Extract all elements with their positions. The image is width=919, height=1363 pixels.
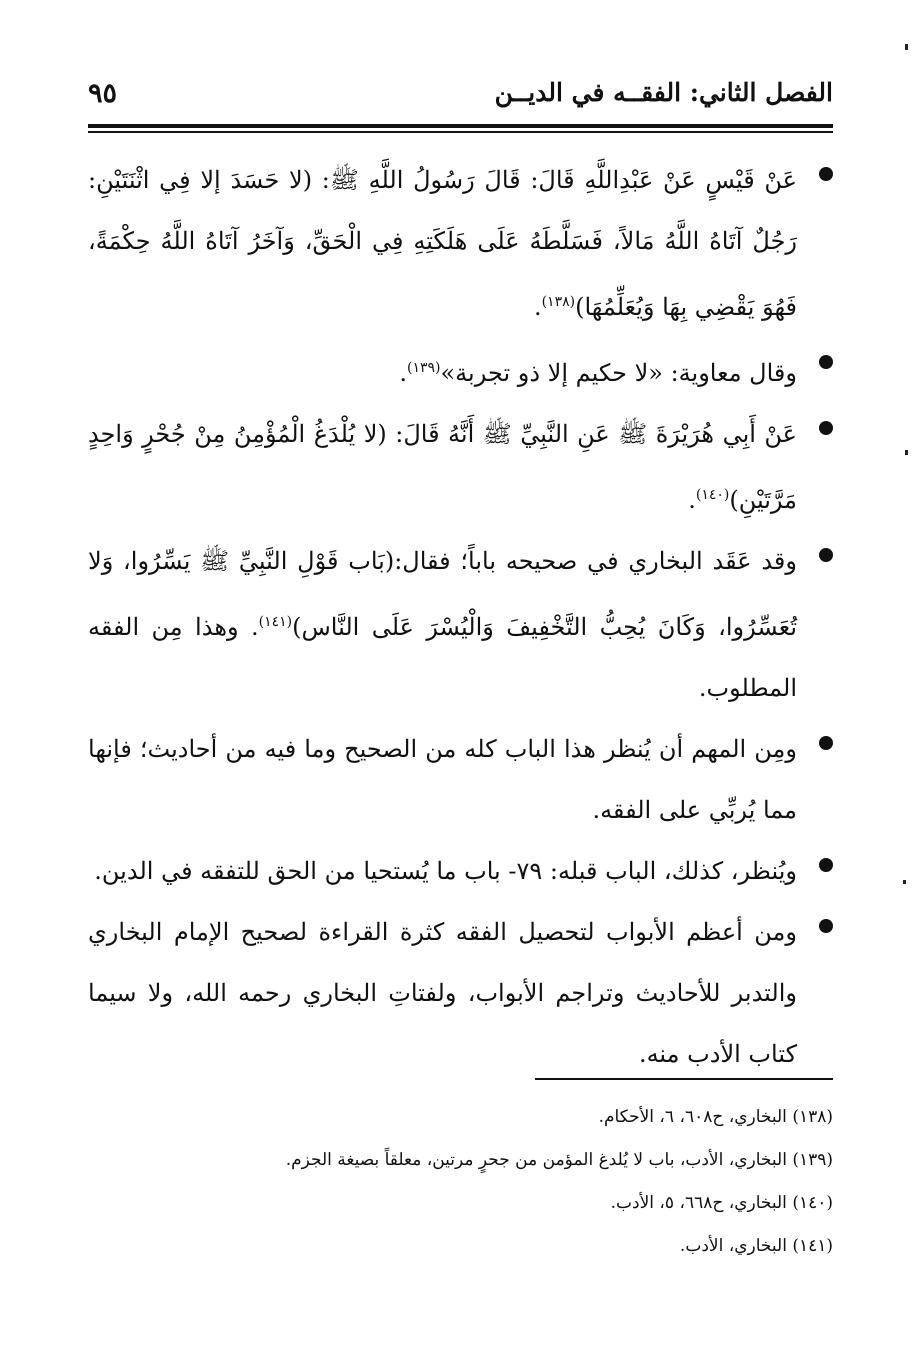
header-rule-thin	[88, 131, 833, 133]
scan-mark	[903, 880, 906, 884]
bullet-dot	[819, 421, 833, 435]
bullet-text: ومن أعظم الأبواب لتحصيل الفقه كثرة القراءة لصحيح الإمام البخاري والتدبر للأحاديث وتراجم الأبواب، ولفتاتِ البخاري رحمه الله، ولا سيما كتاب الأدب منه.	[88, 918, 797, 1068]
bullet-tail: .	[533, 293, 542, 321]
bullet-dot	[819, 736, 833, 750]
bullet-text: وقد عَقَد البخاري في صحيحه باباً؛ فقال:(بَاب قَوْلِ النَّبِيِّ ﷺ يَسِّرُوا، وَلا تُعَسِّرُوا، وَكَانَ يُحِبُّ التَّخْفِيفَ وَالْيُسْرَ عَلَى النَّاس)	[88, 547, 798, 641]
bullet-tail: .	[688, 486, 696, 514]
bullet-text: ومِن المهم أن يُنظر هذا الباب كله من الصحيح وما فيه من أحاديث؛ فإنها مما يُربِّي على الفقه.	[88, 735, 797, 824]
running-header	[88, 74, 833, 116]
bullet-text: وقال معاوية: «لا حكيم إلا ذو تجربة»	[440, 359, 797, 387]
bullet-text: عَنْ أَبِي هُرَيْرَةَ ﷺ عَنِ النَّبِيِّ ﷺ أَنَّهُ قَالَ: (لا يُلْدَغُ الْمُؤْمِنُ مِنْ جُحْرٍ وَاحِدٍ مَرَّتَيْنِ)	[88, 420, 797, 514]
footnote-ref: (١٤١)	[258, 614, 293, 630]
bullet-item	[88, 719, 833, 841]
main-text	[88, 150, 833, 1085]
bullet-item	[88, 902, 833, 1085]
bullet-dot	[819, 858, 833, 872]
bullet-dot	[819, 167, 833, 181]
scan-mark	[905, 44, 908, 50]
bullet-item	[88, 338, 833, 404]
bullet-tail: . وهذا مِن الفقه المطلوب.	[88, 613, 797, 702]
chapter-title: الفصل الثاني: الفقــه في الديــن	[494, 78, 833, 107]
scan-mark	[905, 450, 908, 455]
bullet-dot	[819, 919, 833, 933]
bullet-dot	[819, 548, 833, 562]
bullet-item	[88, 150, 833, 338]
footnote-ref: (١٣٨)	[541, 294, 576, 310]
footnote: (١٤٠) البخاري، ح٦٦٨، ٥، الأدب.	[610, 1193, 833, 1213]
bullet-dot	[819, 355, 833, 369]
page-number: ٩٥	[88, 78, 118, 109]
bullet-text: ويُنظر، كذلك، الباب قبله: ٧٩- باب ما يُستحيا من الحق للتفقه في الدين.	[94, 857, 797, 885]
footnote: (١٤١) البخاري، الأدب.	[679, 1236, 833, 1256]
bullet-tail: .	[399, 359, 407, 387]
bullet-item	[88, 531, 833, 719]
bullet-item	[88, 841, 833, 902]
footnote-ref: (١٣٩)	[406, 360, 441, 376]
footnotes	[88, 1096, 833, 1268]
header-rule-thick	[88, 124, 833, 128]
footnote-separator	[535, 1078, 833, 1080]
footnote-ref: (١٤٠)	[695, 487, 730, 503]
footnote: (١٣٩) البخاري، الأدب، باب لا يُلدغ المؤمن من جحرٍ مرتين، معلقاً بصيغة الجزم.	[285, 1150, 833, 1170]
bullet-item	[88, 404, 833, 531]
footnote: (١٣٨) البخاري، ح٦٠٨، ٦، الأحكام.	[598, 1107, 833, 1127]
bullet-text: عَنْ قَيْسٍ عَنْ عَبْدِاللَّهِ قَالَ: قَالَ رَسُولُ اللَّهِ ﷺ: (لا حَسَدَ إلا فِي اثْنَتَيْنِ: رَجُلٌ آتَاهُ اللَّهُ مَالاً، فَسَلَّطَهُ عَلَى هَلَكَتِهِ فِي الْحَقِّ، وَآخَرُ آتَاهُ اللَّهُ حِكْمَةً، فَهُوَ يَقْضِي بِهَا وَيُعَلِّمُهَا)	[88, 166, 797, 321]
